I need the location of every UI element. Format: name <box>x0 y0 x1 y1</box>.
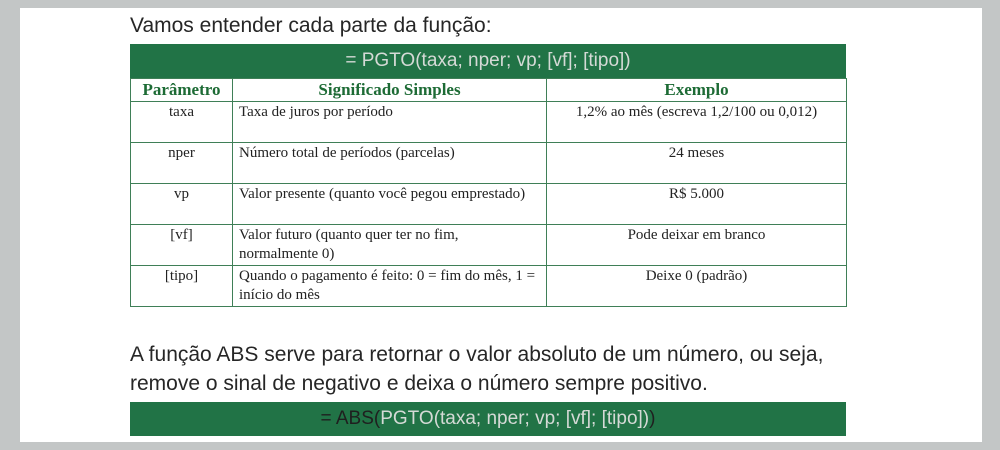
formula-inner: PGTO(taxa; nper; vp; [vf]; [tipo]) <box>380 408 650 429</box>
table-row <box>131 102 847 143</box>
abs-explanation <box>130 340 823 398</box>
param-cell: taxa <box>131 102 233 143</box>
parameter-table <box>130 78 847 307</box>
example-cell: 24 meses <box>547 143 847 184</box>
abs-explanation-line1: A função ABS serve para retornar o valor absoluto de um número, ou seja, <box>130 343 824 366</box>
formula-text: = PGTO(taxa; nper; vp; [vf]; [tipo]) <box>345 50 631 71</box>
formula-suffix: ) <box>649 408 656 429</box>
header-example: Exemplo <box>547 79 847 102</box>
meaning-cell: Taxa de juros por período <box>233 102 547 143</box>
table-row <box>131 184 847 225</box>
meaning-cell: Número total de períodos (parcelas) <box>233 143 547 184</box>
document-page <box>20 8 982 442</box>
table-header-row <box>131 79 847 102</box>
meaning-cell: Quando o pagamento é feito: 0 = fim do mês, 1 = início do mês <box>233 266 547 307</box>
example-cell: 1,2% ao mês (escreva 1,2/100 ou 0,012) <box>547 102 847 143</box>
intro-text: Vamos entender cada parte da função: <box>130 14 492 37</box>
meaning-cell: Valor presente (quanto você pegou emprestado) <box>233 184 547 225</box>
header-meaning: Significado Simples <box>233 79 547 102</box>
param-cell: [vf] <box>131 225 233 266</box>
formula-bar-abs <box>130 402 846 436</box>
header-parameter: Parâmetro <box>131 79 233 102</box>
meaning-cell: Valor futuro (quanto quer ter no fim, normalmente 0) <box>233 225 547 266</box>
table-row <box>131 266 847 307</box>
table-row <box>131 143 847 184</box>
formula-prefix: = ABS( <box>320 408 381 429</box>
example-cell: Pode deixar em branco <box>547 225 847 266</box>
param-cell: [tipo] <box>131 266 233 307</box>
table-row <box>131 225 847 266</box>
param-cell: nper <box>131 143 233 184</box>
abs-explanation-line2: remove o sinal de negativo e deixa o número sempre positivo. <box>130 372 708 395</box>
example-cell: R$ 5.000 <box>547 184 847 225</box>
param-cell: vp <box>131 184 233 225</box>
formula-bar-pgto <box>130 44 846 78</box>
example-cell: Deixe 0 (padrão) <box>547 266 847 307</box>
